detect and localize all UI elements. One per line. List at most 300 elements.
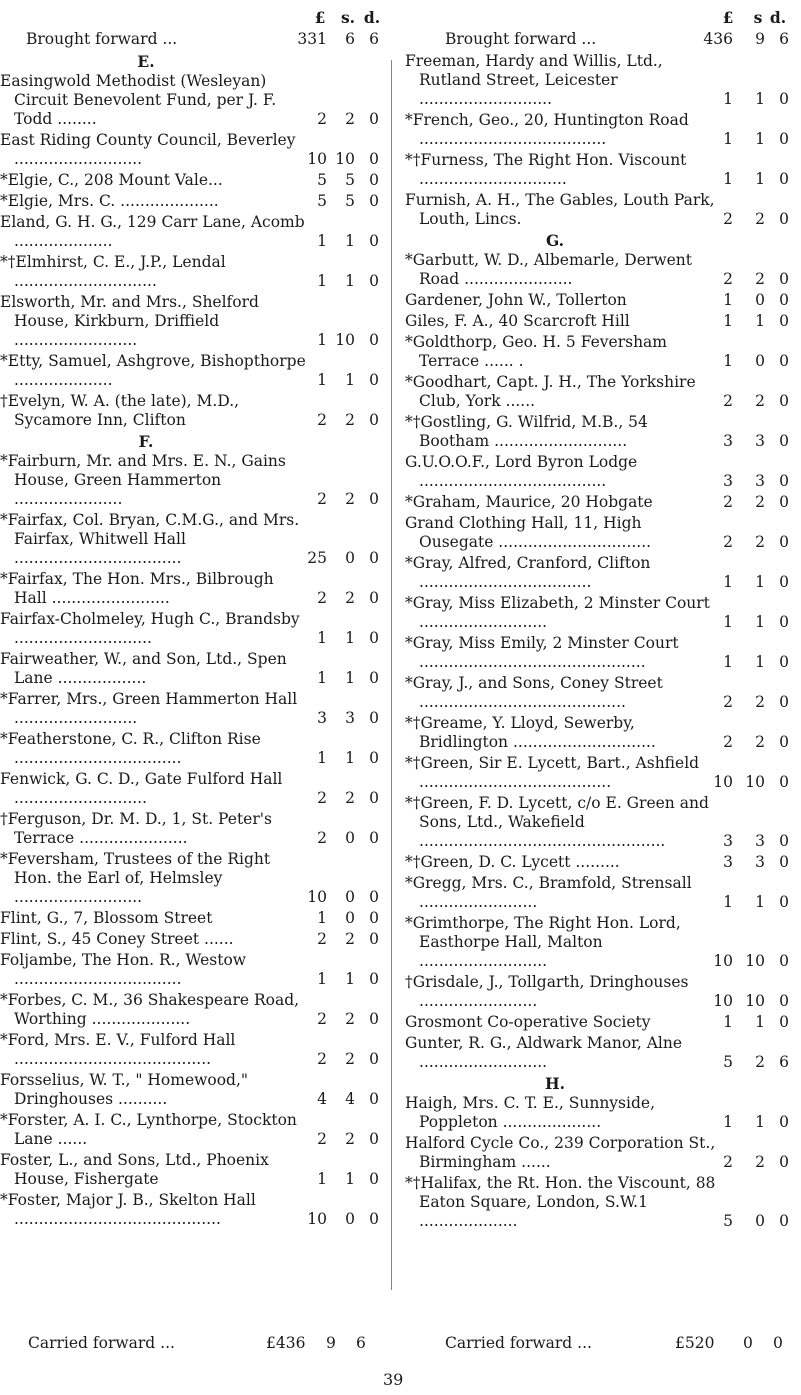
entry-list — [0, 30, 385, 1340]
amount-pence: 0 — [369, 789, 379, 807]
amount-shillings: 3 — [755, 853, 765, 871]
brought-forward-pounds: 436 — [703, 30, 733, 48]
amount-pounds: 2 — [317, 789, 327, 807]
amount-pounds: 1 — [723, 573, 733, 591]
subscriber-name: *Elgie, Mrs. C. .................... — [0, 192, 219, 210]
subscriber-name: Gunter, R. G., Aldwark Manor, Alne .......................... — [405, 1034, 683, 1071]
section-letter: H. — [544, 1074, 566, 1093]
amount-shillings: 2 — [755, 533, 765, 551]
brought-forward-shillings: 6 — [345, 30, 355, 48]
pence-header: d. — [363, 8, 381, 27]
amount-pence: 0 — [779, 893, 789, 911]
amount-shillings: 2 — [345, 411, 355, 429]
amount-pounds: 2 — [317, 1130, 327, 1148]
amount-shillings: 0 — [345, 1210, 355, 1228]
amount-pence: 0 — [779, 853, 789, 871]
subscriber-entry — [0, 650, 385, 688]
amount-pounds: 1 — [723, 613, 733, 631]
brought-forward-label: Brought forward ... — [445, 30, 597, 48]
amount-pence: 0 — [779, 291, 789, 309]
subscriber-entry — [405, 1134, 795, 1172]
amount-pounds: 10 — [713, 992, 733, 1010]
amount-pounds: 1 — [317, 272, 327, 290]
amount-pence: 0 — [779, 1013, 789, 1031]
amount-shillings: 5 — [345, 192, 355, 210]
subscriber-entry — [0, 810, 385, 848]
subscriber-name: *†Furness, The Right Hon. Viscount .............................. — [405, 151, 687, 188]
amount-pence: 0 — [779, 573, 789, 591]
amount-pounds: 1 — [317, 331, 327, 349]
amount-pence: 0 — [779, 533, 789, 551]
amount-shillings: 10 — [745, 952, 765, 970]
amount-shillings: 1 — [345, 371, 355, 389]
amount-shillings: 1 — [755, 130, 765, 148]
amount-pounds: 3 — [723, 432, 733, 450]
amount-pounds: 4 — [317, 1090, 327, 1108]
amount-pence: 0 — [369, 331, 379, 349]
amount-pounds: 1 — [317, 232, 327, 250]
subscriber-entry — [405, 333, 795, 371]
subscriber-name: *Gregg, Mrs. C., Bramfold, Strensall ........................ — [405, 874, 692, 911]
amount-pence: 0 — [369, 749, 379, 767]
subscriber-entry — [0, 930, 385, 949]
subscriber-name: *†Green, D. C. Lycett ......... — [405, 853, 620, 871]
amount-pounds: 5 — [317, 171, 327, 189]
carried-forward-label: Carried forward ... — [28, 1334, 175, 1352]
subscriber-entry — [0, 730, 385, 768]
subscriber-name: †Grisdale, J., Tollgarth, Dringhouses ........................ — [405, 973, 689, 1010]
amount-shillings: 1 — [345, 272, 355, 290]
subscriber-entry — [405, 1174, 795, 1231]
amount-shillings: 5 — [345, 171, 355, 189]
amount-pence: 0 — [369, 829, 379, 847]
right-carried-forward — [445, 1334, 795, 1352]
subscriber-entry — [0, 511, 385, 568]
amount-shillings: 10 — [745, 773, 765, 791]
amount-shillings: 3 — [345, 709, 355, 727]
subscriber-name: Easingwold Methodist (Wesleyan) Circuit Benevolent Fund, per J. F. Todd ........ — [0, 72, 277, 128]
amount-pence: 0 — [369, 669, 379, 687]
subscriber-name: *†Greame, Y. Lloyd, Sewerby, Bridlington ............................. — [405, 714, 656, 751]
amount-pounds: 2 — [317, 110, 327, 128]
amount-shillings: 2 — [755, 733, 765, 751]
subscriber-entry — [0, 293, 385, 350]
subscriber-name: *Ford, Mrs. E. V., Fulford Hall ........................................ — [0, 1031, 236, 1068]
subscriber-name: Giles, F. A., 40 Scarcroft Hill — [405, 312, 630, 330]
amount-pence: 0 — [779, 1212, 789, 1230]
amount-pounds: 1 — [723, 352, 733, 370]
amount-shillings: 1 — [755, 1013, 765, 1031]
amount-shillings: 0 — [755, 352, 765, 370]
column-divider — [391, 60, 392, 1290]
subscriber-entry — [0, 850, 385, 907]
subscriber-name: *Forster, A. I. C., Lynthorpe, Stockton Lane ...... — [0, 1111, 297, 1148]
amount-pence: 0 — [369, 1090, 379, 1108]
amount-pence: 0 — [369, 709, 379, 727]
amount-shillings: 0 — [755, 1212, 765, 1230]
amount-shillings: 2 — [345, 589, 355, 607]
brought-forward-shillings: 9 — [755, 30, 765, 48]
amount-pence: 0 — [369, 171, 379, 189]
amount-shillings: 2 — [345, 1050, 355, 1068]
subscriber-name: *†Halifax, the Rt. Hon. the Viscount, 88 Eaton Square, London, S.W.1 .................... — [405, 1174, 716, 1230]
amount-pounds: 1 — [317, 629, 327, 647]
amount-pounds: 5 — [317, 192, 327, 210]
amount-pounds: 10 — [307, 888, 327, 906]
amount-pounds: 2 — [317, 930, 327, 948]
amount-pounds: 10 — [713, 952, 733, 970]
amount-pounds: 1 — [723, 291, 733, 309]
subscriber-entry — [405, 1013, 795, 1032]
subscriber-entry — [405, 874, 795, 912]
subscriber-entry — [405, 714, 795, 752]
amount-shillings: 1 — [755, 573, 765, 591]
subscriber-name: Foster, L., and Sons, Ltd., Phoenix House, Fishergate — [0, 1151, 269, 1188]
subscriber-name: *Garbutt, W. D., Albemarle, Derwent Road ...................... — [405, 251, 692, 288]
subscriber-entry — [0, 770, 385, 808]
subscriber-entry — [405, 794, 795, 851]
amount-pence: 0 — [369, 549, 379, 567]
amount-pence: 0 — [779, 170, 789, 188]
amount-shillings: 3 — [755, 432, 765, 450]
right-column — [405, 0, 795, 1340]
amount-shillings: 1 — [755, 90, 765, 108]
section-letter: G. — [545, 231, 565, 250]
subscriber-entry — [405, 52, 795, 109]
subscriber-name: Flint, G., 7, Blossom Street — [0, 909, 213, 927]
subscriber-entry — [405, 291, 795, 310]
amount-pence: 0 — [779, 312, 789, 330]
entry-list — [405, 30, 795, 1340]
subscriber-name: *Grimthorpe, The Right Hon. Lord, Easthorpe Hall, Malton .......................... — [405, 914, 681, 970]
amount-pence: 0 — [369, 589, 379, 607]
amount-pence: 0 — [369, 1010, 379, 1028]
amount-pounds: 2 — [317, 490, 327, 508]
subscriber-entry — [405, 453, 795, 491]
amount-pounds: 1 — [723, 893, 733, 911]
subscriber-name: *Featherstone, C. R., Clifton Rise .................................. — [0, 730, 261, 767]
subscriber-entry — [405, 594, 795, 632]
subscriber-name: *†Gostling, G. Wilfrid, M.B., 54 Bootham ........................... — [405, 413, 648, 450]
amount-shillings: 0 — [755, 291, 765, 309]
subscriber-entry — [0, 610, 385, 648]
subscriber-name: *Fairfax, The Hon. Mrs., Bilbrough Hall ........................ — [0, 570, 274, 607]
amount-shillings: 2 — [755, 693, 765, 711]
amount-shillings: 2 — [345, 490, 355, 508]
amount-pounds: 2 — [723, 733, 733, 751]
subscriber-entry — [0, 213, 385, 251]
section-letter: E. — [137, 52, 155, 71]
subscriber-entry — [405, 111, 795, 149]
amount-shillings: 1 — [345, 629, 355, 647]
amount-pence: 0 — [779, 733, 789, 751]
amount-pounds: 5 — [723, 1212, 733, 1230]
amount-shillings: 10 — [335, 150, 355, 168]
brought-forward-pence: 6 — [779, 30, 789, 48]
amount-pence: 0 — [779, 270, 789, 288]
subscriber-entry — [405, 914, 795, 971]
carried-forward-amount: £436 — [266, 1334, 306, 1352]
subscriber-name: *Gray, Miss Elizabeth, 2 Minster Court .......................... — [405, 594, 710, 631]
amount-shillings: 0 — [345, 888, 355, 906]
subscriber-name: *Goodhart, Capt. J. H., The Yorkshire Club, York ...... — [405, 373, 696, 410]
amount-shillings: 1 — [755, 312, 765, 330]
amount-pounds: 2 — [317, 589, 327, 607]
amount-pounds: 1 — [723, 1013, 733, 1031]
subscriber-entry — [0, 131, 385, 169]
amount-pence: 0 — [779, 130, 789, 148]
amount-pounds: 25 — [307, 549, 327, 567]
amount-pence: 0 — [369, 1170, 379, 1188]
subscriber-name: Forsselius, W. T., " Homewood," Dringhouses .......... — [0, 1071, 249, 1108]
amount-pounds: 3 — [723, 853, 733, 871]
subscriber-entry — [405, 853, 795, 872]
subscriber-name: Freeman, Hardy and Willis, Ltd., Rutland Street, Leicester ........................... — [405, 52, 663, 108]
amount-shillings: 1 — [345, 970, 355, 988]
amount-shillings: 10 — [745, 992, 765, 1010]
amount-shillings: 2 — [345, 1130, 355, 1148]
pounds-header: £ — [314, 8, 326, 27]
subscriber-entry — [0, 253, 385, 291]
subscriber-entry — [405, 312, 795, 331]
amount-shillings: 2 — [755, 210, 765, 228]
subscriber-entry — [0, 991, 385, 1029]
amount-pence: 0 — [369, 411, 379, 429]
amount-pounds: 1 — [317, 970, 327, 988]
amount-shillings: 1 — [345, 669, 355, 687]
shillings-header: s — [753, 8, 763, 27]
subscriber-entry — [405, 191, 795, 229]
amount-shillings: 2 — [345, 789, 355, 807]
amount-pounds: 3 — [723, 832, 733, 850]
amount-pence: 0 — [369, 1210, 379, 1228]
subscriber-entry — [0, 1151, 385, 1189]
brought-forward-pounds: 331 — [297, 30, 327, 48]
amount-pence: 0 — [369, 150, 379, 168]
subscriber-entry — [405, 973, 795, 1011]
brought-forward-row — [0, 30, 385, 52]
amount-shillings: 1 — [345, 232, 355, 250]
subscriber-name: *Elgie, C., 208 Mount Vale... — [0, 171, 223, 189]
subscriber-entry — [0, 392, 385, 430]
subscriber-name: Grand Clothing Hall, 11, High Ousegate ............................... — [405, 514, 652, 551]
carried-forward-label: Carried forward ... — [445, 1334, 592, 1352]
amount-pence: 0 — [779, 693, 789, 711]
amount-shillings: 1 — [755, 170, 765, 188]
subscriber-name: *Gray, Miss Emily, 2 Minster Court .............................................. — [405, 634, 679, 671]
section-letter: F. — [138, 432, 154, 451]
amount-shillings: 2 — [755, 493, 765, 511]
amount-pence: 0 — [779, 392, 789, 410]
subscriber-entry — [405, 151, 795, 189]
amount-pence: 0 — [779, 653, 789, 671]
amount-pounds: 1 — [723, 1113, 733, 1131]
amount-pounds: 10 — [307, 150, 327, 168]
amount-pence: 0 — [369, 888, 379, 906]
amount-pence: 0 — [369, 909, 379, 927]
amount-pence: 0 — [779, 90, 789, 108]
subscriber-name: *Fairburn, Mr. and Mrs. E. N., Gains House, Green Hammerton ...................... — [0, 452, 286, 508]
amount-pounds: 1 — [317, 909, 327, 927]
subscriber-entry — [405, 674, 795, 712]
amount-pence: 0 — [779, 992, 789, 1010]
amount-pounds: 1 — [317, 669, 327, 687]
amount-shillings: 2 — [345, 110, 355, 128]
amount-shillings: 3 — [755, 832, 765, 850]
amount-pounds: 2 — [317, 411, 327, 429]
amount-pence: 0 — [779, 1153, 789, 1171]
subscriber-name: *Gray, Alfred, Cranford, Clifton ................................... — [405, 554, 651, 591]
amount-shillings: 1 — [755, 893, 765, 911]
subscriber-entry — [405, 514, 795, 552]
carried-forward-amount: £520 — [675, 1334, 715, 1352]
amount-pounds: 2 — [317, 829, 327, 847]
subscriber-entry — [405, 493, 795, 512]
subscriber-name: *Feversham, Trustees of the Right Hon. the Earl of, Helmsley .......................... — [0, 850, 271, 906]
pounds-header: £ — [722, 8, 734, 27]
amount-pounds: 3 — [723, 472, 733, 490]
amount-pence: 0 — [779, 952, 789, 970]
amount-pence: 0 — [369, 1050, 379, 1068]
amount-shillings: 1 — [345, 749, 355, 767]
amount-pence: 0 — [779, 472, 789, 490]
amount-pence: 0 — [779, 432, 789, 450]
subscriber-entry — [0, 452, 385, 509]
subscriber-name: *†Green, F. D. Lycett, c/o E. Green and Sons, Ltd., Wakefield .................................................. — [405, 794, 709, 850]
subscriber-entry — [0, 1191, 385, 1229]
carried-forward-shillings: 9 — [326, 1334, 336, 1352]
carried-forward-shillings: 0 — [743, 1334, 753, 1352]
subscriber-name: Halford Cycle Co., 239 Corporation St., Birmingham ...... — [405, 1134, 716, 1171]
subscriber-entry — [405, 634, 795, 672]
amount-pence: 0 — [779, 1113, 789, 1131]
subscriber-name: Grosmont Co-operative Society — [405, 1013, 651, 1031]
subscriber-entry — [0, 1031, 385, 1069]
subscriber-name: *Forbes, C. M., 36 Shakespeare Road, Worthing .................... — [0, 991, 300, 1028]
amount-pence: 0 — [369, 110, 379, 128]
amount-pounds: 10 — [307, 1210, 327, 1228]
amount-shillings: 0 — [345, 549, 355, 567]
amount-pence: 0 — [779, 613, 789, 631]
amount-pounds: 1 — [723, 312, 733, 330]
brought-forward-pence: 6 — [369, 30, 379, 48]
subscriber-name: †Ferguson, Dr. M. D., 1, St. Peter's Terrace ...................... — [0, 810, 272, 847]
subscriber-name: *Foster, Major J. B., Skelton Hall .......................................... — [0, 1191, 256, 1228]
subscriber-entry — [0, 1071, 385, 1109]
amount-pence: 0 — [369, 970, 379, 988]
amount-shillings: 0 — [345, 829, 355, 847]
subscriber-name: Fenwick, G. C. D., Gate Fulford Hall ........................... — [0, 770, 283, 807]
amount-pence: 0 — [779, 352, 789, 370]
subscriber-name: Elsworth, Mr. and Mrs., Shelford House, Kirkburn, Driffield ......................... — [0, 293, 259, 349]
subscriber-name: Foljambe, The Hon. R., Westow .................................. — [0, 951, 247, 988]
amount-pounds: 1 — [317, 371, 327, 389]
amount-shillings: 4 — [345, 1090, 355, 1108]
amount-pence: 0 — [369, 232, 379, 250]
amount-pence: 0 — [369, 192, 379, 210]
left-column — [0, 0, 385, 1340]
amount-shillings: 10 — [335, 331, 355, 349]
amount-shillings: 1 — [755, 1113, 765, 1131]
amount-pence: 6 — [779, 1053, 789, 1071]
subscriber-entry — [0, 690, 385, 728]
amount-pence: 0 — [369, 272, 379, 290]
amount-shillings: 2 — [345, 930, 355, 948]
amount-pounds: 2 — [723, 270, 733, 288]
subscriber-name: Fairfax-Cholmeley, Hugh C., Brandsby ............................ — [0, 610, 300, 647]
subscriber-name: Flint, S., 45 Coney Street ...... — [0, 930, 234, 948]
amount-pounds: 2 — [723, 392, 733, 410]
amount-pounds: 1 — [723, 130, 733, 148]
subscriber-entry — [0, 171, 385, 190]
amount-pounds: 2 — [723, 493, 733, 511]
pence-header: d. — [769, 8, 787, 27]
amount-shillings: 2 — [755, 1053, 765, 1071]
subscriber-name: *Graham, Maurice, 20 Hobgate — [405, 493, 653, 511]
amount-pence: 0 — [369, 930, 379, 948]
subscriber-entry — [405, 554, 795, 592]
amount-pounds: 2 — [723, 533, 733, 551]
subscriber-name: *Farrer, Mrs., Green Hammerton Hall ......................... — [0, 690, 298, 727]
amount-pounds: 2 — [723, 210, 733, 228]
subscriber-name: *†Elmhirst, C. E., J.P., Lendal ............................. — [0, 253, 226, 290]
amount-pounds: 1 — [723, 170, 733, 188]
subscriber-name: *†Green, Sir E. Lycett, Bart., Ashfield ....................................... — [405, 754, 700, 791]
subscriber-entry — [0, 192, 385, 211]
amount-shillings: 3 — [755, 472, 765, 490]
amount-pounds: 10 — [713, 773, 733, 791]
subscriber-name: *Goldthorp, Geo. H. 5 Feversham Terrace ...... . — [405, 333, 667, 370]
subscriber-entry — [0, 72, 385, 129]
subscriber-name: East Riding County Council, Beverley .......................... — [0, 131, 296, 168]
amount-pounds: 2 — [317, 1050, 327, 1068]
amount-pounds: 1 — [723, 653, 733, 671]
amount-pence: 0 — [779, 493, 789, 511]
amount-shillings: 1 — [755, 613, 765, 631]
amount-pence: 0 — [369, 490, 379, 508]
brought-forward-label: Brought forward ... — [26, 30, 178, 48]
subscriber-entry — [0, 909, 385, 928]
amount-pounds: 1 — [317, 749, 327, 767]
amount-pounds: 1 — [317, 1170, 327, 1188]
subscriber-name: Furnish, A. H., The Gables, Louth Park, Louth, Lincs. — [405, 191, 715, 228]
amount-pounds: 2 — [723, 693, 733, 711]
amount-pence: 0 — [779, 773, 789, 791]
subscriber-entry — [405, 754, 795, 792]
left-carried-forward — [28, 1334, 378, 1352]
amount-pence: 0 — [369, 629, 379, 647]
subscriber-entry — [405, 413, 795, 451]
amount-shillings: 2 — [345, 1010, 355, 1028]
amount-pence: 0 — [779, 832, 789, 850]
amount-pounds: 1 — [723, 90, 733, 108]
carried-forward-pence: 0 — [773, 1334, 783, 1352]
subscriber-entry — [405, 1094, 795, 1132]
brought-forward-row — [405, 30, 795, 52]
subscriber-name: *Gray, J., and Sons, Coney Street .......................................... — [405, 674, 663, 711]
amount-shillings: 2 — [755, 1153, 765, 1171]
subscriber-entry — [0, 352, 385, 390]
page-number: 39 — [383, 1370, 404, 1389]
subscriber-entry — [0, 951, 385, 989]
carried-forward-pence: 6 — [356, 1334, 366, 1352]
subscriber-entry — [405, 1034, 795, 1072]
subscriber-entry — [405, 251, 795, 289]
subscriber-name: *Fairfax, Col. Bryan, C.M.G., and Mrs. Fairfax, Whitwell Hall .................................. — [0, 511, 300, 567]
amount-pence: 0 — [779, 210, 789, 228]
amount-shillings: 1 — [755, 653, 765, 671]
amount-pounds: 5 — [723, 1053, 733, 1071]
